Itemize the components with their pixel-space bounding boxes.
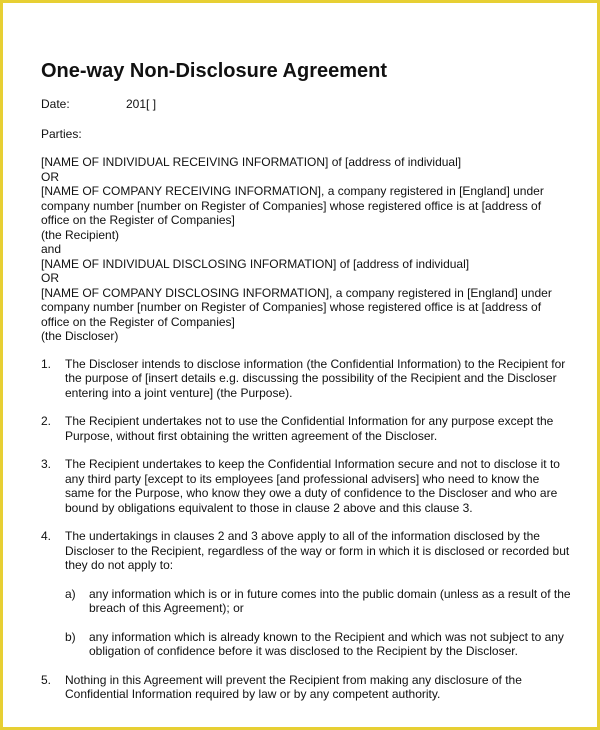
clause-1 xyxy=(41,357,571,401)
clause-text: Nothing in this Agreement will prevent the Recipient from making any disclosure of the Confidential Information required by law or by any competent authority. xyxy=(65,672,522,701)
parties-label: Parties: xyxy=(41,126,82,141)
date-row xyxy=(41,97,571,112)
clause-5 xyxy=(41,673,571,702)
clause-2 xyxy=(41,414,571,443)
or-separator: OR xyxy=(41,271,59,285)
clause-3 xyxy=(41,457,571,515)
subclauses-list xyxy=(65,587,571,659)
or-separator: OR xyxy=(41,169,59,184)
subclause-text: any information which is already known to the Recipient and which was not subject to any obligation of confidence before it was disclosed to the Recipient by the Discloser. xyxy=(89,629,564,658)
clause-body xyxy=(65,529,571,659)
clause-text: The Recipient undertakes to keep the Confidential Information secure and not to disclose it to any third party [except to its employees [and professional advisers] who need to know the same for the Purpose, who know they owe a duty of confidence to the Discloser and who are bound by obligations equivalent to those in clause 2 above and this clause 3. xyxy=(65,457,560,515)
recipient-individual: [NAME OF INDIVIDUAL RECEIVING INFORMATION] of [address of individual] xyxy=(41,155,462,169)
discloser-company: [NAME OF COMPANY DISCLOSING INFORMATION], a company registered in [England] under company number [number on Register of Companies] whose registered office is at [address of office on the Register of Companies] xyxy=(41,285,552,329)
subclause-label: a) xyxy=(65,586,76,601)
subclause-a xyxy=(65,587,571,616)
clauses-list xyxy=(41,357,571,702)
clause-number: 5. xyxy=(41,672,52,687)
clause-number: 4. xyxy=(41,529,52,543)
discloser-designation: (the Discloser) xyxy=(41,329,119,343)
clause-4 xyxy=(41,529,571,659)
subclause-label: b) xyxy=(65,629,76,644)
clause-text: The undertakings in clauses 2 and 3 above apply to all of the information disclosed by the Discloser to the Recipient, regardless of the way or form in which it is disclosed or recorded but they do not apply to: xyxy=(65,529,570,572)
document-title: One-way Non-Disclosure Agreement xyxy=(41,60,388,82)
date-value: 201[ ] xyxy=(126,97,157,111)
date-label: Date: xyxy=(41,97,70,111)
recipient-designation: (the Recipient) xyxy=(41,227,120,242)
clause-number: 1. xyxy=(41,356,52,371)
clause-text: The Discloser intends to disclose information (the Confidential Information) to the Recipient for the purpose of [insert details e.g. discussing the possibility of the Recipient and the Discloser entering into a joint venture] (the Purpose). xyxy=(65,356,566,400)
and-separator: and xyxy=(41,242,62,256)
subclause-b xyxy=(65,630,571,659)
parties-block xyxy=(41,155,571,344)
clause-text: The Recipient undertakes not to use the Confidential Information for any purpose except the Purpose, without first obtaining the written agreement of the Discloser. xyxy=(65,414,554,443)
clause-number: 2. xyxy=(41,414,52,428)
clause-number: 3. xyxy=(41,457,52,471)
subclause-text: any information which is or in future comes into the public domain (unless as a result of the breach of this Agreement); or xyxy=(89,586,571,615)
document-body xyxy=(41,59,571,716)
recipient-company: [NAME OF COMPANY RECEIVING INFORMATION], a company registered in [England] under company number [number on Register of Companies] whose registered office is at [address of office on the Register of Companies] xyxy=(41,184,544,227)
discloser-individual: [NAME OF INDIVIDUAL DISCLOSING INFORMATION] of [address of individual] xyxy=(41,256,470,271)
